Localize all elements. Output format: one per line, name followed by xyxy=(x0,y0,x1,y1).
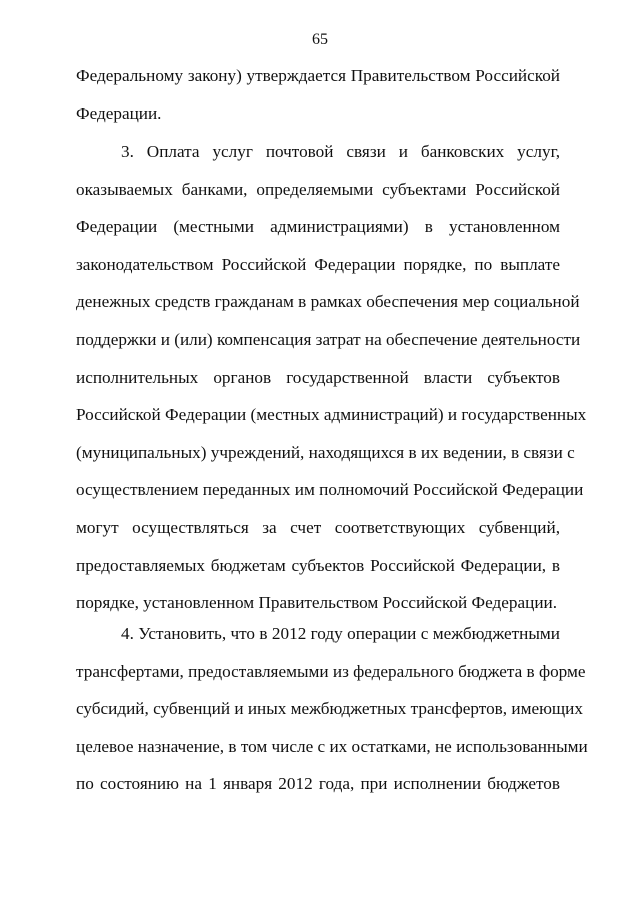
text-line: предоставляемых бюджетам субъектов Российской Федерации, в xyxy=(76,555,560,575)
text-line: 3. Оплата услуг почтовой связи и банковских услуг, xyxy=(121,142,560,161)
text-block-paragraph-3 xyxy=(76,133,587,622)
text-block-paragraph-4 xyxy=(76,615,588,803)
text-block-continuation xyxy=(76,57,560,132)
text-line: субсидий, субвенций и иных межбюджетных трансфертов, имеющих xyxy=(76,699,583,719)
text-line: Федеральному закону) утверждается Правительством Российской xyxy=(76,66,560,85)
text-line: исполнительных органов государственной власти субъектов xyxy=(76,367,560,387)
text-line: денежных средств гражданам в рамках обеспечения мер социальной xyxy=(76,292,580,312)
text-line: по состоянию на 1 января 2012 года, при исполнении бюджетов xyxy=(76,774,560,794)
text-line: трансфертами, предоставляемыми из федерального бюджета в форме xyxy=(76,661,586,681)
text-line: порядке, установленном Правительством Российской Федерации. xyxy=(76,593,558,613)
text-line: Федерации (местными администрациями) в установленном xyxy=(76,217,560,237)
text-line: 4. Установить, что в 2012 году операции с межбюджетными xyxy=(121,624,560,643)
text-line: (муниципальных) учреждений, находящихся в их ведении, в связи с xyxy=(76,442,575,462)
text-line: оказываемых банками, определяемыми субъектами Российской xyxy=(76,179,560,199)
page-number: 65 xyxy=(312,31,328,48)
text-line: целевое назначение, в том числе с их остатками, не использованными xyxy=(76,736,588,756)
text-line: Федерации. xyxy=(76,103,162,123)
text-line: Российской Федерации (местных администраций) и государственных xyxy=(76,405,587,425)
text-line: могут осуществляться за счет соответствующих субвенций, xyxy=(76,517,560,537)
text-line: законодательством Российской Федерации порядке, по выплате xyxy=(76,254,560,274)
text-line: поддержки и (или) компенсация затрат на обеспечение деятельности xyxy=(76,329,581,349)
text-line: осуществлением переданных им полномочий Российской Федерации xyxy=(76,480,584,500)
